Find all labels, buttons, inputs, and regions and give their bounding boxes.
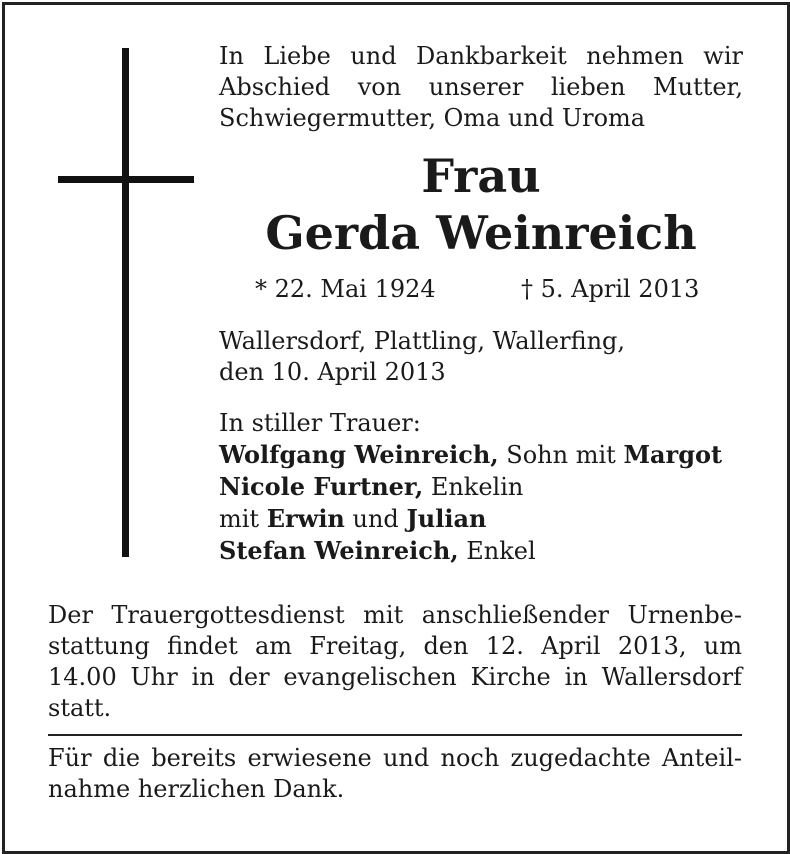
mourner-relation: Enkelin	[423, 473, 524, 501]
thanks-note	[48, 743, 742, 805]
service-line: Der Trauergottesdienst mit anschließender Urnenbe-	[48, 601, 742, 629]
thanks-line: Für die bereits erwiesene und noch zugedachte Anteil-	[48, 744, 742, 772]
mourner-row	[219, 535, 722, 567]
mourner-row	[219, 439, 722, 471]
cross-vertical-bar	[122, 48, 129, 557]
intro-line: Abschied von unserer lieben Mutter,	[219, 73, 743, 101]
mourner-relation: Sohn mit	[498, 441, 624, 469]
service-line: 14.00 Uhr in der evangelischen Kirche in Wallersdorf	[48, 663, 742, 691]
thanks-line: nahme herzlichen Dank.	[48, 775, 345, 803]
intro-line: In Liebe und Dankbarkeit nehmen wir	[219, 42, 743, 70]
salutation: Frau	[421, 149, 541, 203]
divider	[48, 734, 742, 736]
mourner-relation: und	[344, 505, 407, 533]
mourner-name: Nicole Furtner,	[219, 472, 424, 501]
mourner-row	[219, 471, 722, 503]
mourners-heading: In stiller Trauer:	[219, 409, 421, 437]
service-line: statt.	[48, 694, 112, 722]
birth-date: * 22. Mai 1924	[255, 275, 436, 303]
intro-text	[219, 41, 743, 134]
cross-horizontal-bar	[58, 176, 194, 183]
intro-line: Schwiegermutter, Oma und Uroma	[219, 104, 646, 132]
places-line: Wallersdorf, Plattling, Wallerfing,	[219, 327, 626, 355]
place-and-date	[219, 326, 625, 388]
mourner-name: Stefan Weinreich,	[219, 536, 459, 565]
death-date: † 5. April 2013	[521, 275, 700, 303]
deceased-name: Gerda Weinreich	[265, 206, 697, 260]
mourner-name: Wolfgang Weinreich,	[219, 440, 499, 469]
mourner-name: Margot	[623, 440, 723, 469]
mourner-row	[219, 503, 722, 535]
mourner-name: Julian	[406, 504, 487, 533]
mourner-relation: mit	[219, 505, 267, 533]
mourner-name: Erwin	[266, 504, 345, 533]
mourners-list	[219, 408, 722, 567]
service-notice	[48, 600, 742, 724]
date-line: den 10. April 2013	[219, 358, 446, 386]
mourner-relation: Enkel	[458, 537, 536, 565]
service-line: stattung findet am Freitag, den 12. April 2013, um	[48, 632, 742, 660]
